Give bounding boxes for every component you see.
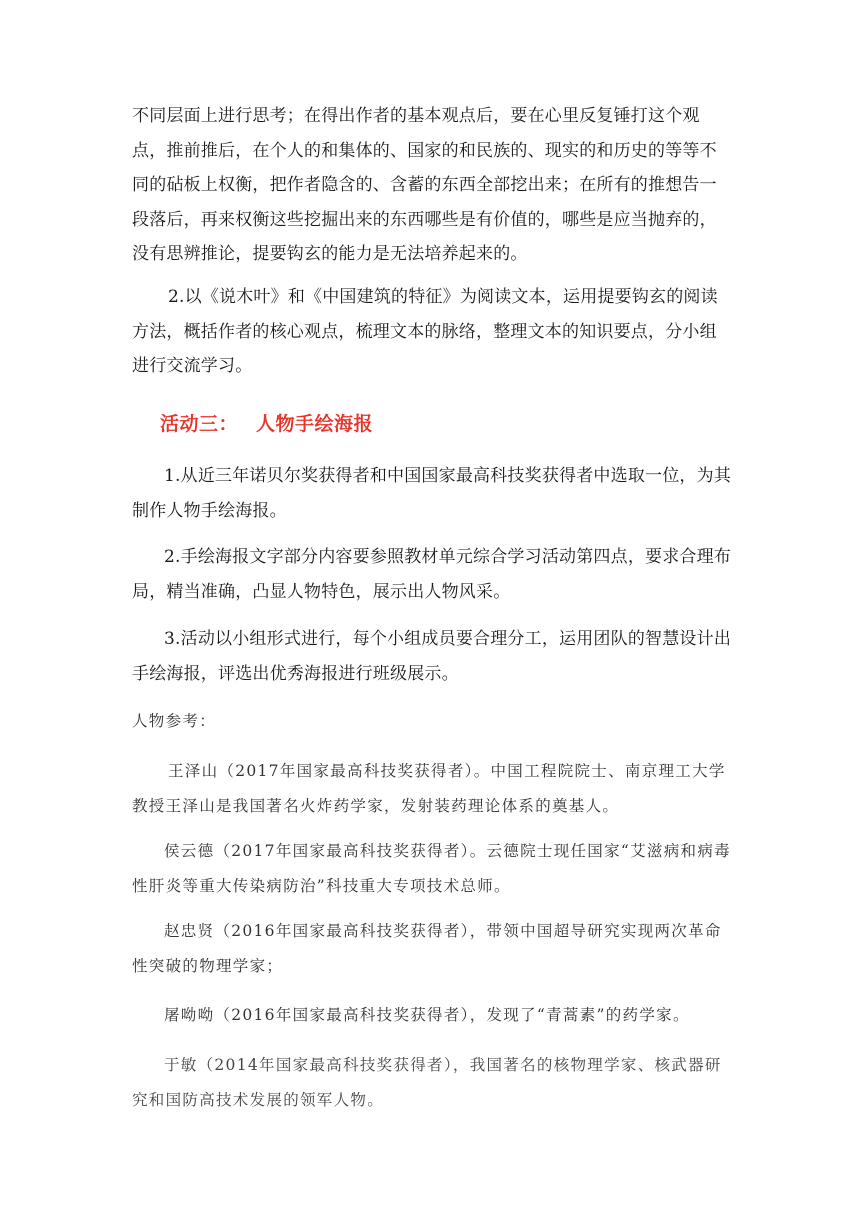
reference-person-5: 于敏（2014年国家最高科技奖获得者），我国著名的核物理学家、核武器研究和国防高技术发展的领军人物。 xyxy=(132,1056,722,1109)
reference-label: 人物参考： xyxy=(132,712,217,730)
activity-three-title: 人物手绘海报 xyxy=(256,413,374,435)
activity-three-label: 活动三： xyxy=(160,413,239,435)
reference-person-3: 赵忠贤（2016年国家最高科技奖获得者），带领中国超导研究实现两次革命性突破的物理学家； xyxy=(132,922,722,975)
reference-person-4: 屠呦呦（2016年国家最高科技奖获得者），发现了“青蒿素”的药学家。 xyxy=(164,1006,690,1024)
activity-item-2: 2.手绘海报文字部分内容要参照教材单元综合学习活动第四点，要求合理布局，精当准确，凸显人物特色，展示出人物风采。 xyxy=(132,547,732,602)
reference-person-1: 王泽山（2017年国家最高科技奖获得者）。中国工程院院士、南京理工大学教授王泽山是我国著名火炸药学家，发射装药理论体系的奠基人。 xyxy=(132,762,726,815)
activity-three-heading xyxy=(160,404,373,444)
body-paragraph-task-2: 2.以《说木叶》和《中国建筑的特征》为阅读文本，运用提要钩玄的阅读方法，概括作者的核心观点，梳理文本的脉络，整理文本的知识要点，分小组进行交流学习。 xyxy=(132,287,718,376)
activity-item-3: 3.活动以小组形式进行，每个小组成员要合理分工，运用团队的智慧设计出手绘海报，评选出优秀海报进行班级展示。 xyxy=(132,629,732,684)
reference-person-2: 侯云德（2017年国家最高科技奖获得者）。云德院士现任国家“艾滋病和病毒性肝炎等重大传染病防治”科技重大专项技术总师。 xyxy=(132,842,731,895)
body-paragraph-intro: 不同层面上进行思考；在得出作者的基本观点后，要在心里反复锤打这个观点，推前推后，在个人的和集体的、国家的和民族的、现实的和历史的等等不同的砧板上权衡，把作者隐含的、含蓄的东西全部挖出来；在所有的推想告一段落后，再来权衡这些挖掘出来的东西哪些是有价值的，哪些是应当抛弃的，没有思辨推论，提要钩玄的能力是无法培养起来的。 xyxy=(132,106,717,264)
activity-item-1: 1.从近三年诺贝尔奖获得者和中国国家最高科技奖获得者中选取一位，为其制作人物手绘海报。 xyxy=(132,466,732,521)
